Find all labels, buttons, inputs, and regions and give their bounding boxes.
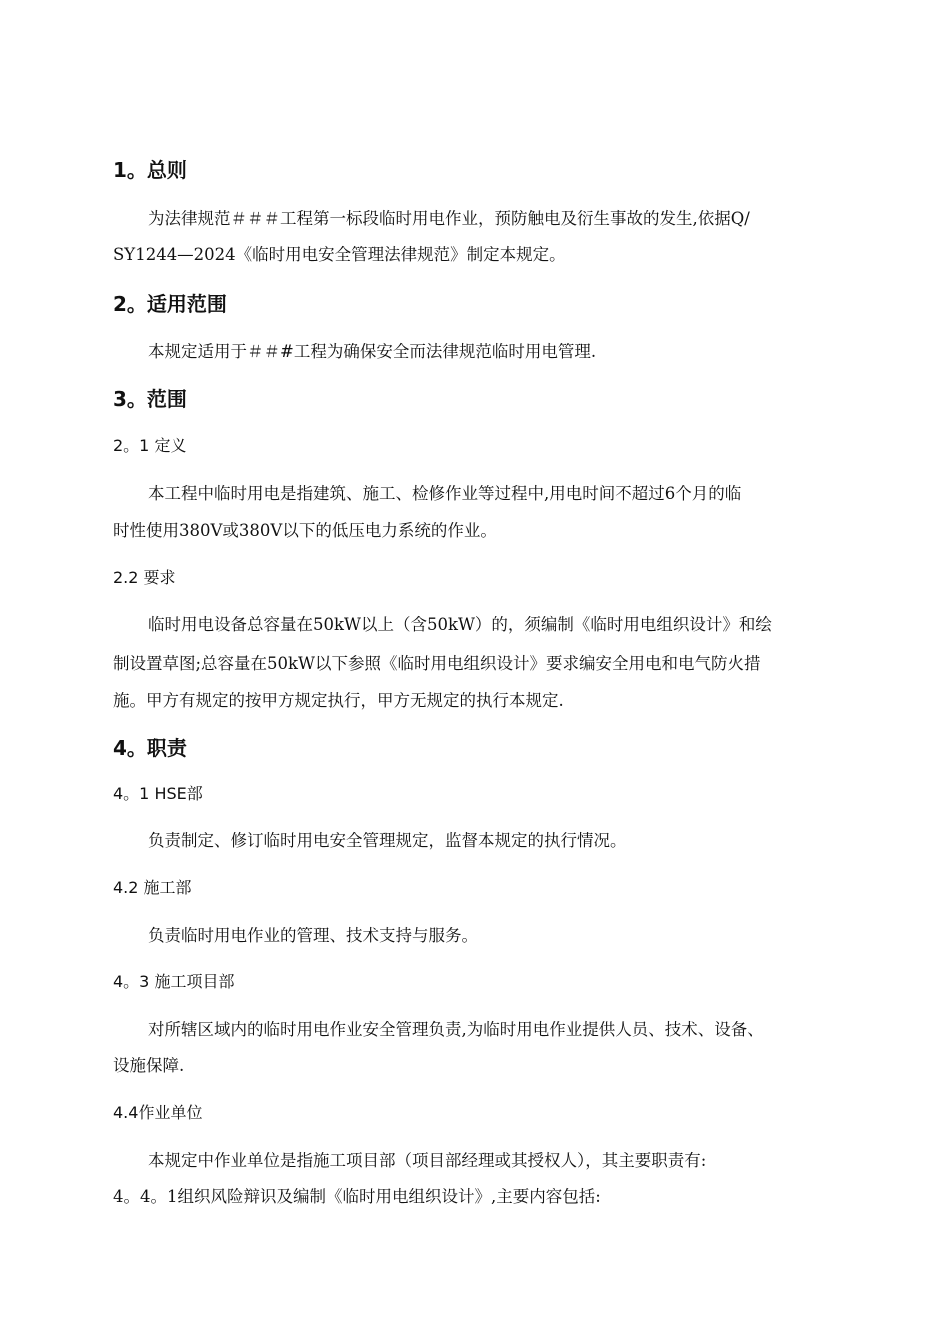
paragraph-hse-department: 负责制定、修订临时用电安全管理规定，监督本规定的执行情况。 [148, 831, 627, 850]
paragraph-operating-unit-line-2: 4。4。1组织风险辩识及编制《临时用电组织设计》,主要内容包括: [113, 1187, 601, 1206]
section-heading-scope: 3。范围 [113, 387, 187, 411]
subsection-heading-construction-department: 4.2 施工部 [113, 878, 192, 897]
paragraph-construction-department: 负责临时用电作业的管理、技术支持与服务。 [148, 926, 478, 945]
paragraph-requirements-line-3: 施。甲方有规定的按甲方规定执行，甲方无规定的执行本规定. [113, 691, 564, 710]
paragraph-general-line-2: SY1244—2024《临时用电安全管理法律规范》制定本规定。 [113, 245, 566, 264]
subsection-heading-requirements: 2.2 要求 [113, 568, 176, 587]
section-heading-scope-of-application: 2。适用范围 [113, 292, 227, 316]
section-heading-general: 1。总则 [113, 158, 187, 182]
section-heading-responsibilities: 4。职责 [113, 736, 187, 760]
paragraph-operating-unit-line-1: 本规定中作业单位是指施工项目部（项目部经理或其授权人），其主要职责有: [148, 1151, 707, 1170]
paragraph-requirements-line-1: 临时用电设备总容量在50kW以上（含50kW）的，须编制《临时用电组织设计》和绘 [148, 615, 772, 634]
subsection-heading-project-department: 4。3 施工项目部 [113, 972, 235, 991]
paragraph-project-department-line-2: 设施保障. [113, 1056, 185, 1075]
paragraph-general-line-1: 为法律规范＃＃＃工程第一标段临时用电作业，预防触电及衍生事故的发生,依据Q/ [148, 209, 750, 228]
paragraph-requirements-line-2: 制设置草图;总容量在50kW以下参照《临时用电组织设计》要求编安全用电和电气防火措 [113, 654, 761, 673]
subsection-heading-definition: 2。1 定义 [113, 436, 187, 455]
subsection-heading-hse-department: 4。1 HSE部 [113, 784, 203, 803]
paragraph-definition-line-2: 时性使用380V或380V以下的低压电力系统的作业。 [113, 521, 497, 540]
paragraph-project-department-line-1: 对所辖区域内的临时用电作业安全管理负责,为临时用电作业提供人员、技术、设备、 [148, 1020, 764, 1039]
paragraph-definition-line-1: 本工程中临时用电是指建筑、施工、检修作业等过程中,用电时间不超过6个月的临 [148, 484, 742, 503]
subsection-heading-operating-unit: 4.4作业单位 [113, 1103, 203, 1122]
paragraph-scope-of-application: 本规定适用于＃＃#工程为确保安全而法律规范临时用电管理. [148, 342, 597, 361]
